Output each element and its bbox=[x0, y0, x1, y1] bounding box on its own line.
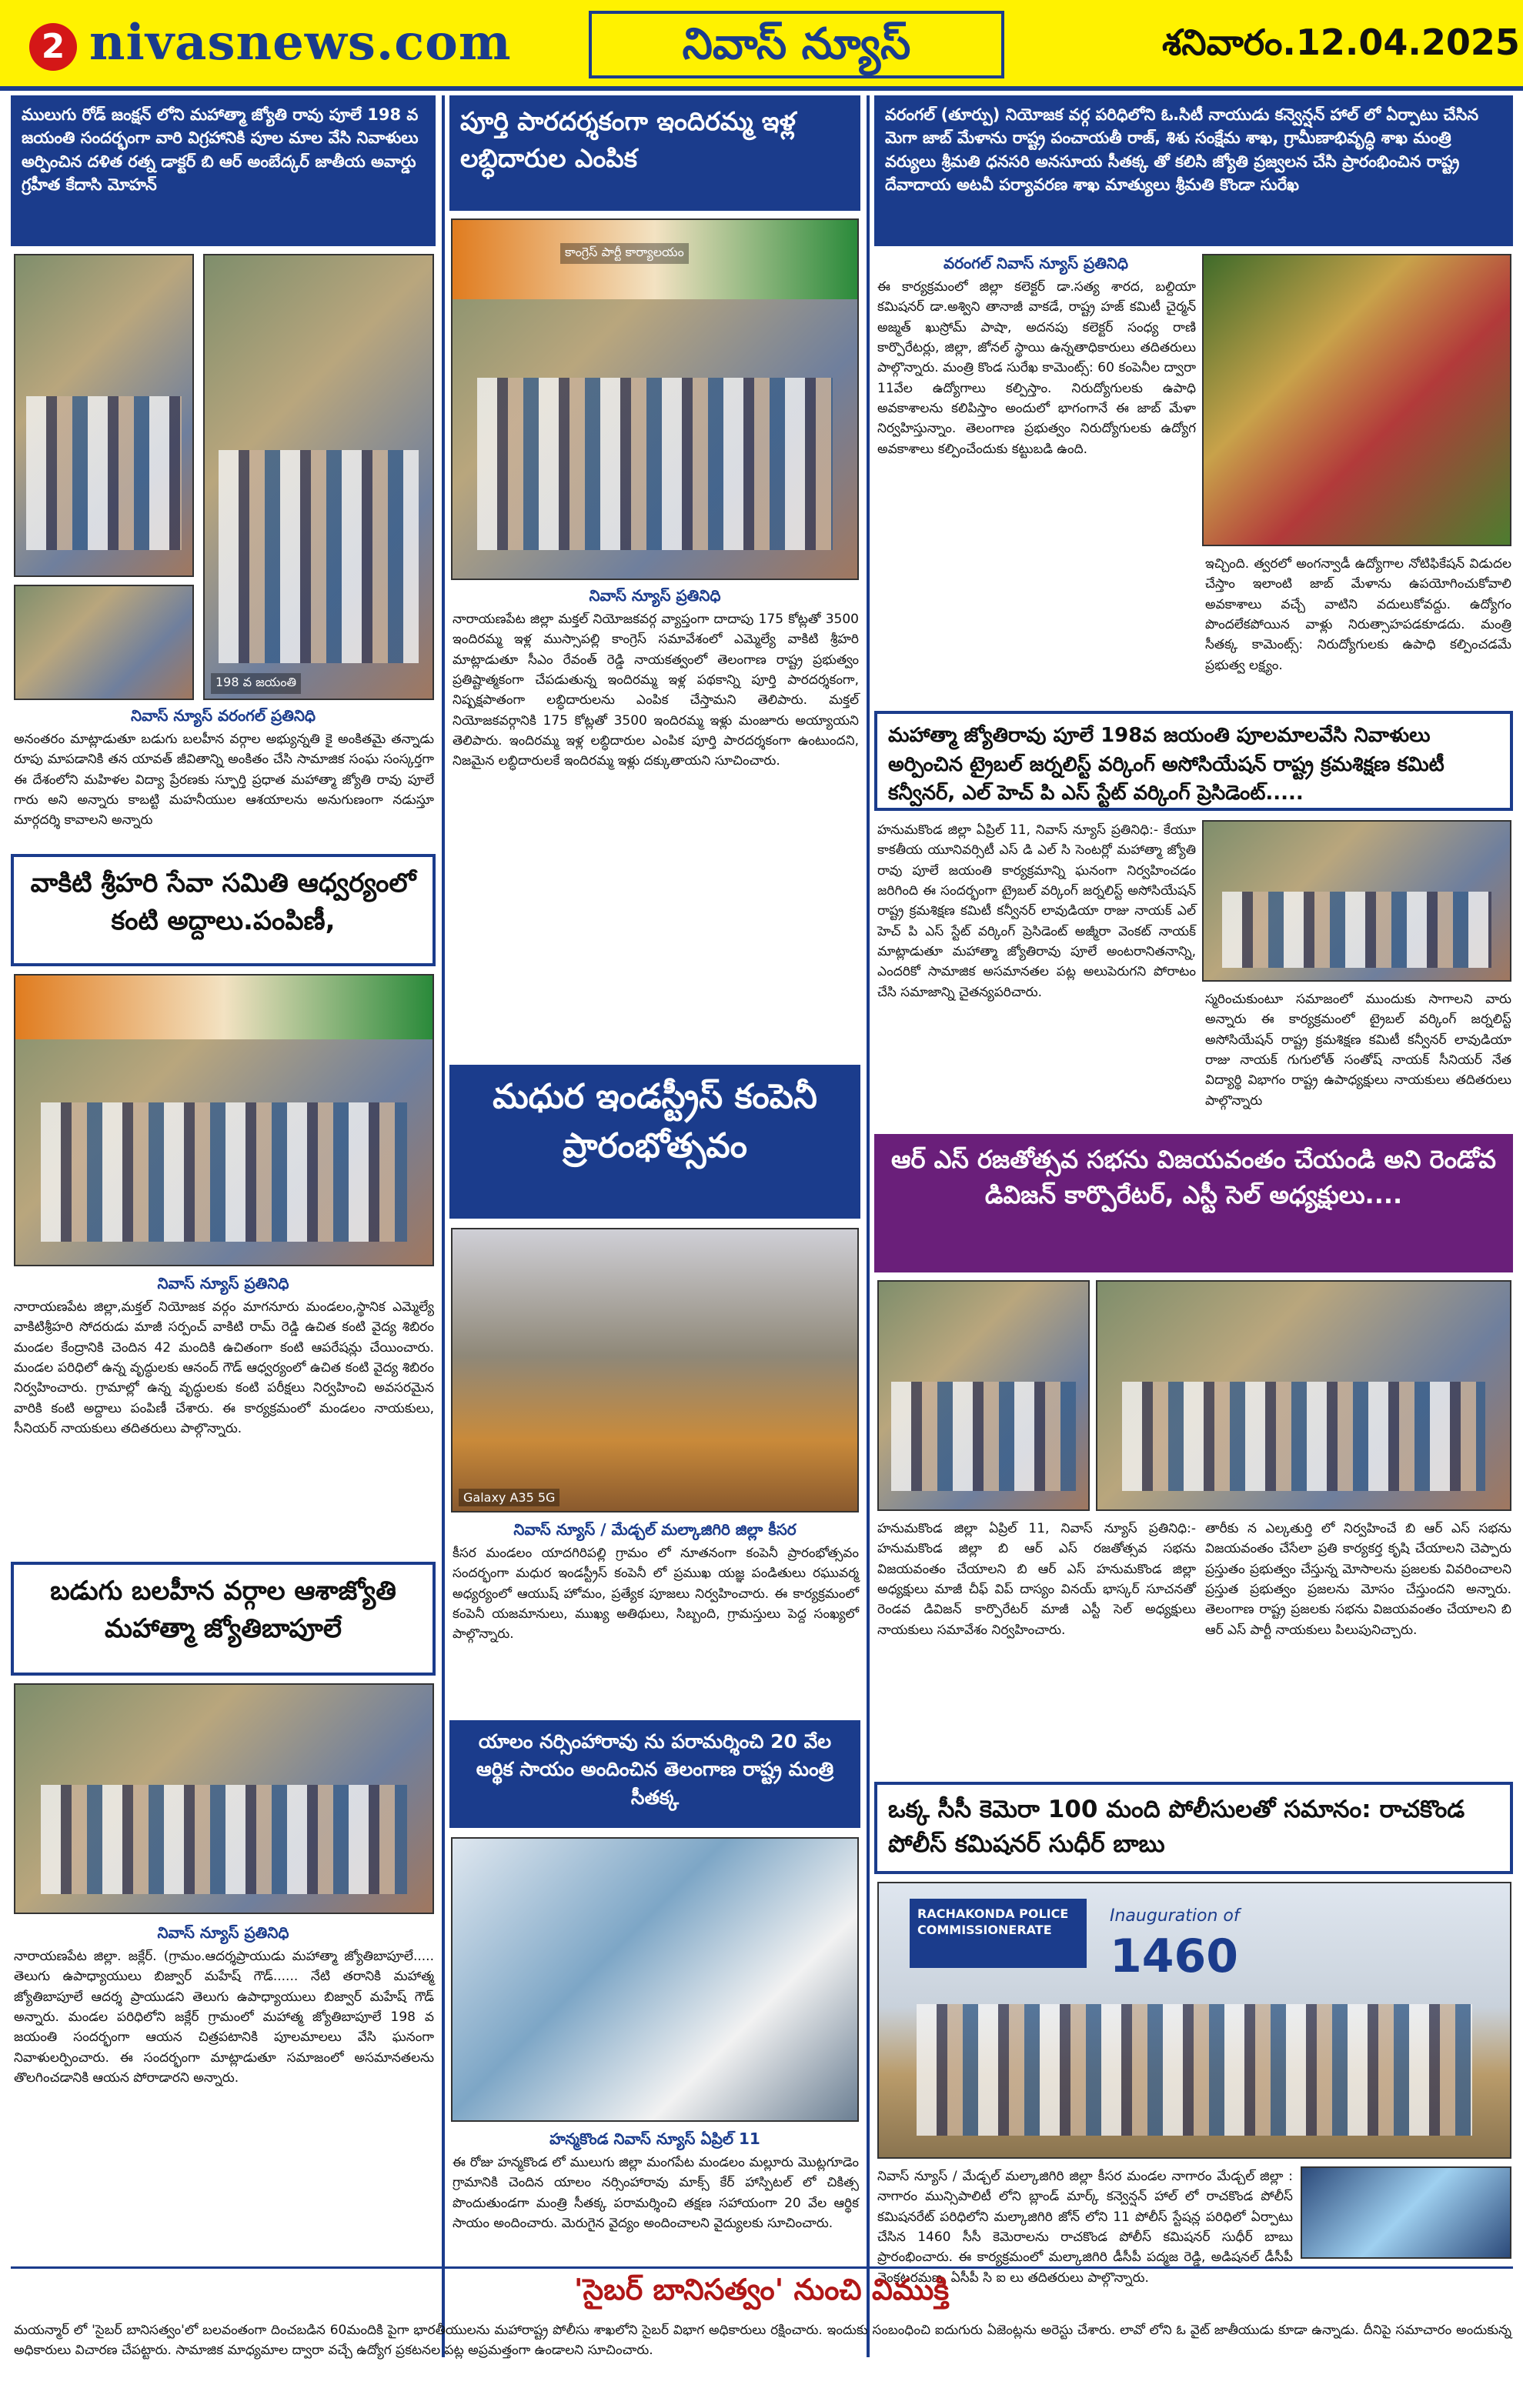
article-10-body: నివాస్ న్యూస్ / మేడ్చల్ మల్కాజిగిరి జిల్లా కీసర మండల నాగారం మేడ్చల్ జిల్లా : నాగారం మున్సిపాలిటీ లోని బ్లాండ్ మార్క్ కన్వెన్షన్ హాల్ లో రాచకొండ పోలీస్ కమిషనరేట్ పరిధిలోని మల్కాజిగిరి జోన్ లోని 11 పోలీస్ స్టేషన్ల పరిధిలో ఏర్పాటు చేసిన 1460 సీసీ కెమెరాలను రాచకొండ పోలీస్ కమిషనర్ సుధీర్ బాబు ప్రారంభించారు. ఈ కార్యక్రమంలో మల్కాజిగిరి డీసీపీ పద్మజ రెడ్డి, అడిషనల్ డీసీపీ వెంకటరమణ, ఏసీపీ సి ఐ లు తదితరులు పాల్గొన్నారు. bbox=[877, 2169, 1293, 2286]
article-1-body: అనంతరం మాట్లాడుతూ బడుగు బలహీన వర్గాల అభ్యున్నతి కై అంకితమై తన్నాడు రూపు మాపడానికి తన యావత్ జీవితాన్ని అంకితం చేసి సామాజిక సంఘ సంస్కర్తగా ఈ దేశంలోని మహిళల విద్యా ప్రేరణకు స్ఫూర్తి ప్రధాత మహాత్మా జ్యోతి రావు పూలే గారు అని అన్నారు కాబట్టి మహనీయుల ఆశయాలను అనుగుణంగా నడుస్తూ మార్గదర్శి కావాలని అన్నారు bbox=[14, 732, 434, 829]
paper-name: నివాస్ న్యూస్ bbox=[589, 11, 1004, 78]
article-7-photo-left bbox=[877, 1280, 1090, 1511]
article-4-headline: మహాత్మా జ్యోతిరావు పూలే 198వ జయంతి పూలమాలవేసి నివాళులు అర్పించిన ట్రైబల్ జర్నలిస్ట్ వర్కింగ్ అసోసియేషన్ రాష్ట్ర క్రమశిక్షణ కమిటీ కన్వీనర్, ఎల్ హెచ్ పి ఎస్ స్టేట్ వర్కింగ్ ప్రెసిడెంట్..... bbox=[874, 711, 1513, 811]
article-7-body: హనుమకొండ జిల్లా ఏప్రిల్ 11, నివాస్ న్యూస్ ప్రతినిధి:- హనుమకొండ జిల్లా బి ఆర్ ఎస్ రజతోత్సవ సభను విజయవంతం చేయాలని బి ఆర్ ఎస్ హనుమకొండ జిల్లా అధ్యక్షులు మాజీ చీఫ్ విప్ దాస్యం వినయ్ భాస్కర్ సూచనతో రెండవ డివిజన్ కార్పొరేటర్ మాజీ ఎస్టీ సెల్ అధ్యక్షులు నాయకులు సమావేశం నిర్వహించారు. bbox=[877, 1521, 1196, 1638]
article-2-headline: పూర్తి పారదర్శకంగా ఇందిరమ్మ ఇళ్ల లబ్ధిదారుల ఎంపిక bbox=[449, 95, 860, 211]
bottom-divider bbox=[11, 2266, 1513, 2269]
article-10-photo-banner-subtitle: Inauguration of bbox=[1110, 1906, 1240, 1926]
article-1-photo-small bbox=[14, 585, 194, 700]
article-4-photo bbox=[1202, 820, 1511, 982]
article-3-body-continued: ఇచ్చింది. త్వరలో అంగన్వాడీ ఉద్యోగాల నోటిఫికేషన్ విడుదల చేస్తాం ఇలాంటి జాబ్ మేళాను ఉపయోగించుకోవాలి అవకాశాలు వచ్చే వాటిని వదులుకోవద్దు. ఉద్యోగం పొందలేకపోయిన వాళ్లు నిరుత్సాహపడకూడదు. మంత్రి సీతక్క కామెంట్స్: నిరుద్యోగులకు ఉపాధి కల్పించడమే ప్రభుత్వ లక్ష్యం. bbox=[1205, 556, 1511, 673]
article-6-dateline: నివాస్ న్యూస్ / మేడ్చల్ మల్కాజిగిరి జిల్లా కీసర bbox=[513, 1520, 797, 1539]
article-1-dateline: నివాస్ న్యూస్ వరంగల్ ప్రతినిధి bbox=[131, 706, 316, 725]
article-2-body: నారాయణపేట జిల్లా మక్తల్ నియోజకవర్గ వ్యాప్తంగా దాదాపు 175 కోట్లతో 3500 ఇందిరమ్మ ఇళ్ల ముస్సాపల్లి కాంగ్రెస్ సమావేశంలో ఎమ్మెల్యే వాకిటి శ్రీహరి మాట్లాడుతూ సీఎం రేవంత్ రెడ్డి నాయకత్వంలో తెలంగాణ రాష్ట్ర ప్రభుత్వం ప్రతిష్టాత్మకంగా చేపడుతున్న ఇందిరమ్మ ఇళ్ల పథకాన్ని పూర్తి పారదర్శకంగా, నిష్పక్షపాతంగా లబ్ధిదారులను ఎంపిక చేస్తామని తెలిపారు. మక్తల్ నియోజకవర్గానికి 175 కోట్లతో 3500 ఇందిరమ్మ ఇళ్లు మంజూరు అయ్యాయని తెలిపారు. ఇందిరమ్మ ఇళ్ల లబ్ధిదారుల ఎంపిక పూర్తి పారదర్శకంగా ఉంటుందని, నిజమైన లబ్ధిదారులకే ఇందిరమ్మ ఇళ్లు దక్కుతాయని సూచించారు. bbox=[453, 612, 859, 769]
article-7-body-continued: తారీకు న ఎల్కతుర్తి లో నిర్వహించే బి ఆర్ ఎస్ సభను విజయవంతం చేసేలా ప్రతి కార్యకర్త కృషి చేయాలని చెప్పారు ప్రస్తుతం ప్రభుత్వం చేస్తున్న మోసాలను ప్రజలకు వివరించాలని ప్రస్తుత ప్రభుత్వం ప్రజలను మోసం చేస్తుందని అన్నారు. తెలంగాణ రాష్ట్ర ప్రజలకు సభను విజయవంతం చేయాలని బి ఆర్ ఎస్ పార్టీ నాయకులు పిలుపునిచ్చారు. bbox=[1205, 1521, 1511, 1638]
article-6-photo-caption: Galaxy A35 5G bbox=[459, 1489, 559, 1506]
article-3-body: ఈ కార్యక్రమంలో జిల్లా కలెక్టర్ డా.సత్య శారద, బల్దియా కమిషనర్ డా.అశ్విని తానాజీ వాకడే, రాష్ట్ర హజ్ కమిటీ చైర్మన్ అజ్మత్ ఖుస్రోమ్ పాషా, అదనపు కలెక్టర్ సంధ్య రాణి కార్పొరేటర్లు, జిల్లా, జోనల్ స్థాయి ఉన్నతాధికారులు తదితరులు పాల్గొన్నారు. మంత్రి కొండ సురేఖ కామెంట్స్: 60 కంపెనీల ద్వారా 11వేల ఉద్యోగాలు కల్పిస్తాం. నిరుద్యోగులకు ఉపాధి అవకాశాలను కలిపిస్తాం అందులో భాగంగానే ఈ జాబ్ మేళా నిర్వహిస్తున్నాం. తెలంగాణ ప్రభుత్వం నిరుద్యోగులకు ఉద్యోగ అవకాశాలు కల్పించేందుకు కట్టుబడి ఉంది. bbox=[877, 279, 1196, 457]
article-10-photo-small bbox=[1301, 2166, 1511, 2259]
article-1-photo-right bbox=[203, 254, 434, 700]
article-1-photo-caption: 198 వ జయంతి bbox=[211, 673, 301, 694]
page-number-badge: 2 bbox=[29, 23, 77, 71]
site-url[interactable]: nivasnews.com bbox=[89, 14, 512, 72]
article-6-body: కీసర మండలం యాదగిరిపల్లి గ్రామం లో నూతనంగా కంపెనీ ప్రారంభోత్సవం సందర్భంగా మధుర ఇండస్ట్రీస్ కంపెనీ లో ప్రముఖ యజ్ఞ పండితులు రఘువర్మ అధ్యర్యంలో ఆయుష్ హోమం, ప్రత్యేక పూజలు నిర్వహించారు. ఈ కార్యక్రమంలో కంపెనీ యజమానులు, ముఖ్య అతిథులు, సిబ్బంది, గ్రామస్తులు పెద్ద సంఖ్యలో పాల్గొన్నారు. bbox=[453, 1546, 859, 1643]
article-6-photo bbox=[451, 1228, 859, 1513]
article-5-headline: వాకిటి శ్రీహరి సేవా సమితి ఆధ్వర్యంలో కంటి అద్దాలు.పంపిణీ, bbox=[11, 854, 436, 966]
article-10-photo-number: 1460 bbox=[1110, 1929, 1238, 1983]
article-9-headline: యాలం నర్సింహారావు ను పరామర్శించి 20 వేల ఆర్థిక సాయం అందించిన తెలంగాణ రాష్ట్ర మంత్రి సీతక్క bbox=[449, 1720, 860, 1828]
article-9-body: ఈ రోజు హన్మకొండ లో ములుగు జిల్లా మంగపేట మండలం మల్లూరు మొట్లగూడెం గ్రామానికి చెందిన యాలం నర్సింహారావు మాక్స్ కేర్ హాస్పిటల్ లో చికిత్స పొందుతుండగా మంత్రి సీతక్క పరామర్శించి తక్షణ సహాయంగా 20 వేల ఆర్థిక సాయం అందించారు. మెరుగైన వైద్యం అందించాలని వైద్యులకు సూచించారు. bbox=[453, 2155, 859, 2232]
article-8-photo bbox=[14, 1683, 434, 1914]
article-10-photo bbox=[877, 1882, 1511, 2159]
article-3-headline: వరంగల్ (తూర్పు) నియోజక వర్గ పరిధిలోని ఓ.సిటీ నాయుడు కన్వెన్షన్ హాల్ లో ఏర్పాటు చేసిన మెగా జాబ్ మేళాను రాష్ట్ర పంచాయతీ రాజ్, శిశు సంక్షేమ శాఖ, గ్రామీణాభివృద్ధి శాఖ మంత్రి వర్యులు శ్రీమతి ధనసరి అనసూయ సీతక్క తో కలిసి జ్యోతి ప్రజ్వలన చేసి ప్రారంభించిన రాష్ట్ర దేవాదాయ అటవీ పర్యావరణ శాఖ మాత్యులు శ్రీమతి కొండా సురేఖ bbox=[874, 95, 1513, 246]
article-5-photo bbox=[14, 974, 434, 1266]
article-10-headline: ఒక్క సీసీ కెమెరా 100 మంది పోలీసులతో సమానం: రాచకొండ పోలీస్ కమిషనర్ సుధీర్ బాబు bbox=[874, 1782, 1513, 1874]
article-11-body: మయన్మార్ లో 'సైబర్ బానిసత్వం'లో బలవంతంగా దించబడిన 60మందికి పైగా భారతీయులను మహారాష్ట్ర పోలీసు శాఖలోని సైబర్ విభాగ అధికారులు రక్షించారు. ఇందుకు సంబంధించి ఐదుగురు ఏజెంట్లను అరెస్టు చేశారు. లావో లోని ఓ వైట్ జాతీయుడు కూడా ఉన్నాడు. దీనిపై సమాచారం అందుకున్న అధికారులు విచారణ చేపట్టారు. సామాజిక మాధ్యమాల ద్వారా వచ్చే ఉద్యోగ ప్రకటనల పట్ల అప్రమత్తంగా ఉండాలని సూచించారు. bbox=[14, 2323, 1511, 2359]
article-4-body-continued: స్మరించుకుంటూ సమాజంలో ముందుకు సాగాలని వారు అన్నారు ఈ కార్యక్రమంలో ట్రైబల్ వర్కింగ్ జర్నలిస్ట్ అసోసియేషన్ రాష్ట్ర క్రమశిక్షణ కమిటీ కన్వీనర్ లావుడియా రాజు నాయక్ గుగులోత్ సంతోష్ నాయక్ సీనియర్ నేత విద్యార్థి విభాగం రాష్ట్ర ఉపాధ్యక్షులు నాయకులు తదితరులు పాల్గొన్నారు bbox=[1205, 992, 1511, 1109]
article-8-headline: బడుగు బలహీన వర్గాల ఆశాజ్యోతి మహాత్మా జ్యోతిబాపూలే bbox=[11, 1562, 436, 1676]
article-10-photo-banner: RACHAKONDA POLICE COMMISSIONERATE bbox=[910, 1899, 1087, 1968]
article-2-photo-caption: కాంగ్రెస్ పార్టీ కార్యాలయం bbox=[560, 243, 689, 264]
article-1-photo-left bbox=[14, 254, 194, 577]
article-3-photo bbox=[1202, 254, 1511, 546]
article-9-dateline: హన్మకొండ నివాస్ న్యూస్ ఏప్రిల్ 11 bbox=[549, 2130, 760, 2148]
article-4-body: హనుమకొండ జిల్లా ఏప్రిల్ 11, నివాస్ న్యూస్ ప్రతినిధి:- కేయూ కాకతీయ యూనివర్సిటీ ఎస్ డి ఎల్ సి సెంటర్లో మహాత్మా జ్యోతి రావు పూలే జయంతి కార్యక్రమాన్ని ఘనంగా నిర్వహించడం జరిగింది ఈ సందర్భంగా ట్రైబల్ వర్కింగ్ జర్నలిస్ట్ అసోసియేషన్ రాష్ట్ర క్రమశిక్షణ కమిటీ కన్వీనర్ లావుడియా రాజు నాయక్ ఎల్ హెచ్ పి ఎస్ స్టేట్ వర్కింగ్ ప్రెసిడెంట్ అజ్మీరా వెంకట్ నాయక్ మాట్లాడుతూ మహాత్మా జ్యోతిరావు పూలే అంటరానితనాన్ని, ఎందరికో సామాజిక అసమానతల పట్ల అలుపెరుగని పోరాటం చేసి సమాజాన్ని చైతన్యపరిచారు. bbox=[877, 822, 1196, 1000]
article-8-body: నారాయణపేట జిల్లా. జక్లేర్. (గ్రామం.ఆదర్శప్రాయుడు మహాత్మా జ్యోతిబాపూలే..... తెలుగు ఉపాధ్యాయులు బిజ్వార్ మహేష్ గౌడ్...... నేటి తరానికి మహాత్మ జ్యోతిబాపూలే ఆదర్శ ప్రాయుడని తెలుగు ఉపాధ్యాయులు బిజ్వార్ మహేష్ గౌడ్ అన్నారు. మండల పరిధిలోని జక్లేర్ గ్రామంలో మహాత్మ జ్యోతిబాపూలే 198 వ జయంతి సందర్భంగా ఆయన చిత్రపటానికి పూలమాలలు వేసి ఘనంగా నివాళులర్పించారు. ఈ సందర్భంగా మాట్లాడుతూ సమాజంలో అసమానతలను తొలగించడానికి ఆయన పోరాడారని అన్నారు. bbox=[14, 1949, 434, 2086]
article-11-headline: 'సైబర్ బానిసత్వం' నుంచి విముక్తి bbox=[573, 2273, 950, 2306]
article-2-photo bbox=[451, 218, 859, 580]
article-5-dateline: నివాస్ న్యూస్ ప్రతినిధి bbox=[157, 1274, 289, 1292]
issue-date: శనివారం.12.04.2025 bbox=[1162, 22, 1520, 63]
article-5-body: నారాయణపేట జిల్లా,మక్తల్ నియోజక వర్గం మాగనూరు మండలం,స్థానిక ఎమ్మెల్యే వాకిటిశ్రీహరి సోదరుడు మాజీ సర్పంచ్ వాకిటి రామ్ రెడ్డి ఉచిత కంటి వైద్య శిబిరం మండల కేంద్రానికి చెందిన 42 మందికి ఉచితంగా కంటి ఆపరేషన్లు చేయించారు. మండల పరిధిలో ఉన్న వృద్ధులకు ఆనంద్ గౌడ్ ఆధ్వర్యంలో ఉచిత కంటి వైద్య శిబిరం నిర్వహించారు. గ్రామాల్లో ఉన్న వృద్ధులకు కంటి పరీక్షలు నిర్వహించి అవసరమైన వారికి కంటి అద్దాలు పంపిణీ చేశారు. ఈ కార్యక్రమంలో మండలం నాయకులు, సీనియర్ నాయకులు తదితరులు పాల్గొన్నారు. bbox=[14, 1299, 434, 1437]
article-9-photo bbox=[451, 1837, 859, 2122]
article-7-photo-right bbox=[1096, 1280, 1511, 1511]
column-divider bbox=[442, 95, 445, 2357]
article-3-dateline: వరంగల్ నివాస్ న్యూస్ ప్రతినిధి bbox=[944, 254, 1128, 272]
article-1-headline: ములుగు రోడ్ జంక్షన్ లోని మహాత్మా జ్యోతి రావు పూలే 198 వ జయంతి సందర్భంగా వారి విగ్రహానికి పూల మాల వేసి నివాళులు అర్పించిన దళిత రత్న డాక్టర్ బి ఆర్ అంబేద్కర్ జాతీయ అవార్డు గ్రహీత కేదాసి మోహన్ bbox=[11, 95, 436, 246]
article-7-headline: ఆర్ ఎస్ రజతోత్సవ సభను విజయవంతం చేయండి అని రెండోవ డివిజన్ కార్పొరేటర్, ఎస్టీ సెల్ అధ్యక్షులు.... bbox=[874, 1134, 1513, 1272]
column-divider bbox=[867, 95, 870, 2357]
article-2-dateline: నివాస్ న్యూస్ ప్రతినిధి bbox=[589, 586, 721, 605]
article-6-headline: మధుర ఇండస్ట్రీస్ కంపెనీ ప్రారంభోత్సవం bbox=[449, 1065, 860, 1219]
article-8-dateline: నివాస్ న్యూస్ ప్రతినిధి bbox=[157, 1923, 289, 1942]
